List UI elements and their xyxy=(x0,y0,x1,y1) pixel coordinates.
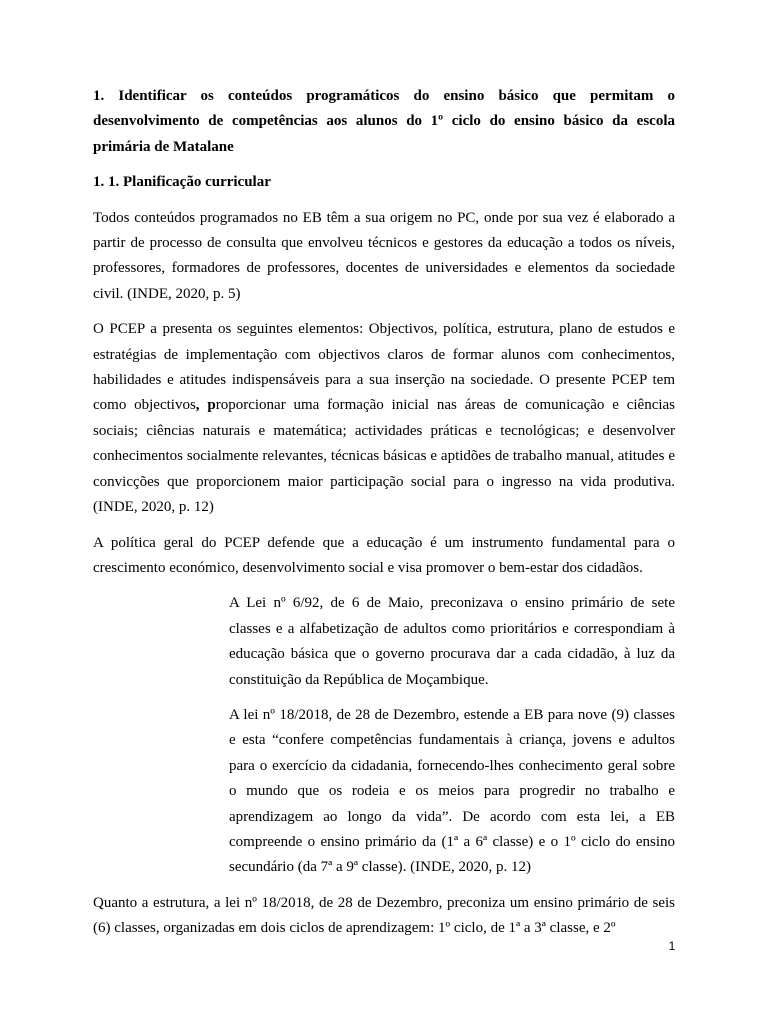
section-heading: 1. Identificar os conteúdos programáticos do ensino básico que permitam o desenvolvimento de competências aos alunos do 1º ciclo do ensino básico da escola primária de Matalane xyxy=(93,88,675,155)
paragraph-pcep-elements xyxy=(93,317,675,520)
subsection-heading: 1. 1. Planificação curricular xyxy=(93,174,271,191)
paragraph-pcep-bold-fragment: , p xyxy=(195,397,216,414)
document-body xyxy=(93,84,675,952)
paragraph-pcep-text-start: O PCEP a presenta os seguintes elementos: Objectivos, política, estrutura, plano de estudos e estratégias de implementação com objectivos claros de formar alunos com conhecimentos, habilidades e atitudes indispensáveis para a sua inserção na sociedade. O presente PCEP tem como objectivos xyxy=(93,321,675,414)
paragraph-structure: Quanto a estrutura, a lei nº 18/2018, de 28 de Dezembro, preconiza um ensino primário de seis (6) classes, organizadas em dois ciclos de aprendizagem: 1º ciclo, de 1ª a 3ª classe, e 2º xyxy=(93,894,675,937)
page-number: 1 xyxy=(668,939,676,953)
paragraph-pcep-policy: A política geral do PCEP defende que a educação é um instrumento fundamental para o crescimento económico, desenvolvimento social e visa promover o bem-estar dos cidadãos. xyxy=(93,534,675,576)
paragraph-curriculum-origin: Todos conteúdos programados no EB têm a sua origem no PC, onde por sua vez é elaborado a partir de processo de consulta que envolveu técnicos e gestores da educação a todos os níveis, professores, formadores de professores, docentes de universidades e elementos da sociedade civil. (INDE, 2020, p. 5) xyxy=(93,209,675,302)
paragraph-pcep-text-end: roporcionar uma formação inicial nas áreas de comunicação e ciências sociais; ciências naturais e matemática; actividades práticas e tecnológicas; e desenvolver conhecimentos socialmente relevantes, técnicas básicas e aptidões de trabalho manual, atitudes e convicções que proporcionem maior participação social para o ingresso na vida produtiva. (INDE, 2020, p. 12) xyxy=(93,397,676,516)
block-quote-law-6-92: A Lei nº 6/92, de 6 de Maio, preconizava o ensino primário de sete classes e a alfabetização de adultos como prioritários e correspondiam à educação básica que o governo procurava dar a cada cidadão, à luz da constituição da República de Moçambique. xyxy=(229,595,675,688)
block-quote-law-18-2018: A lei nº 18/2018, de 28 de Dezembro, estende a EB para nove (9) classes e esta “confere competências fundamentais à criança, jovens e adultos para o exercício da cidadania, fornecendo-lhes conhecimento geral sobre o mundo que os rodeia e os meios para progredir no trabalho e aprendizagem ao longo da vida”. De acordo com esta lei, a EB compreende o ensino primário da (1ª a 6ª classe) e o 1º ciclo do ensino secundário (da 7ª a 9ª classe). (INDE, 2020, p. 12) xyxy=(229,706,675,876)
